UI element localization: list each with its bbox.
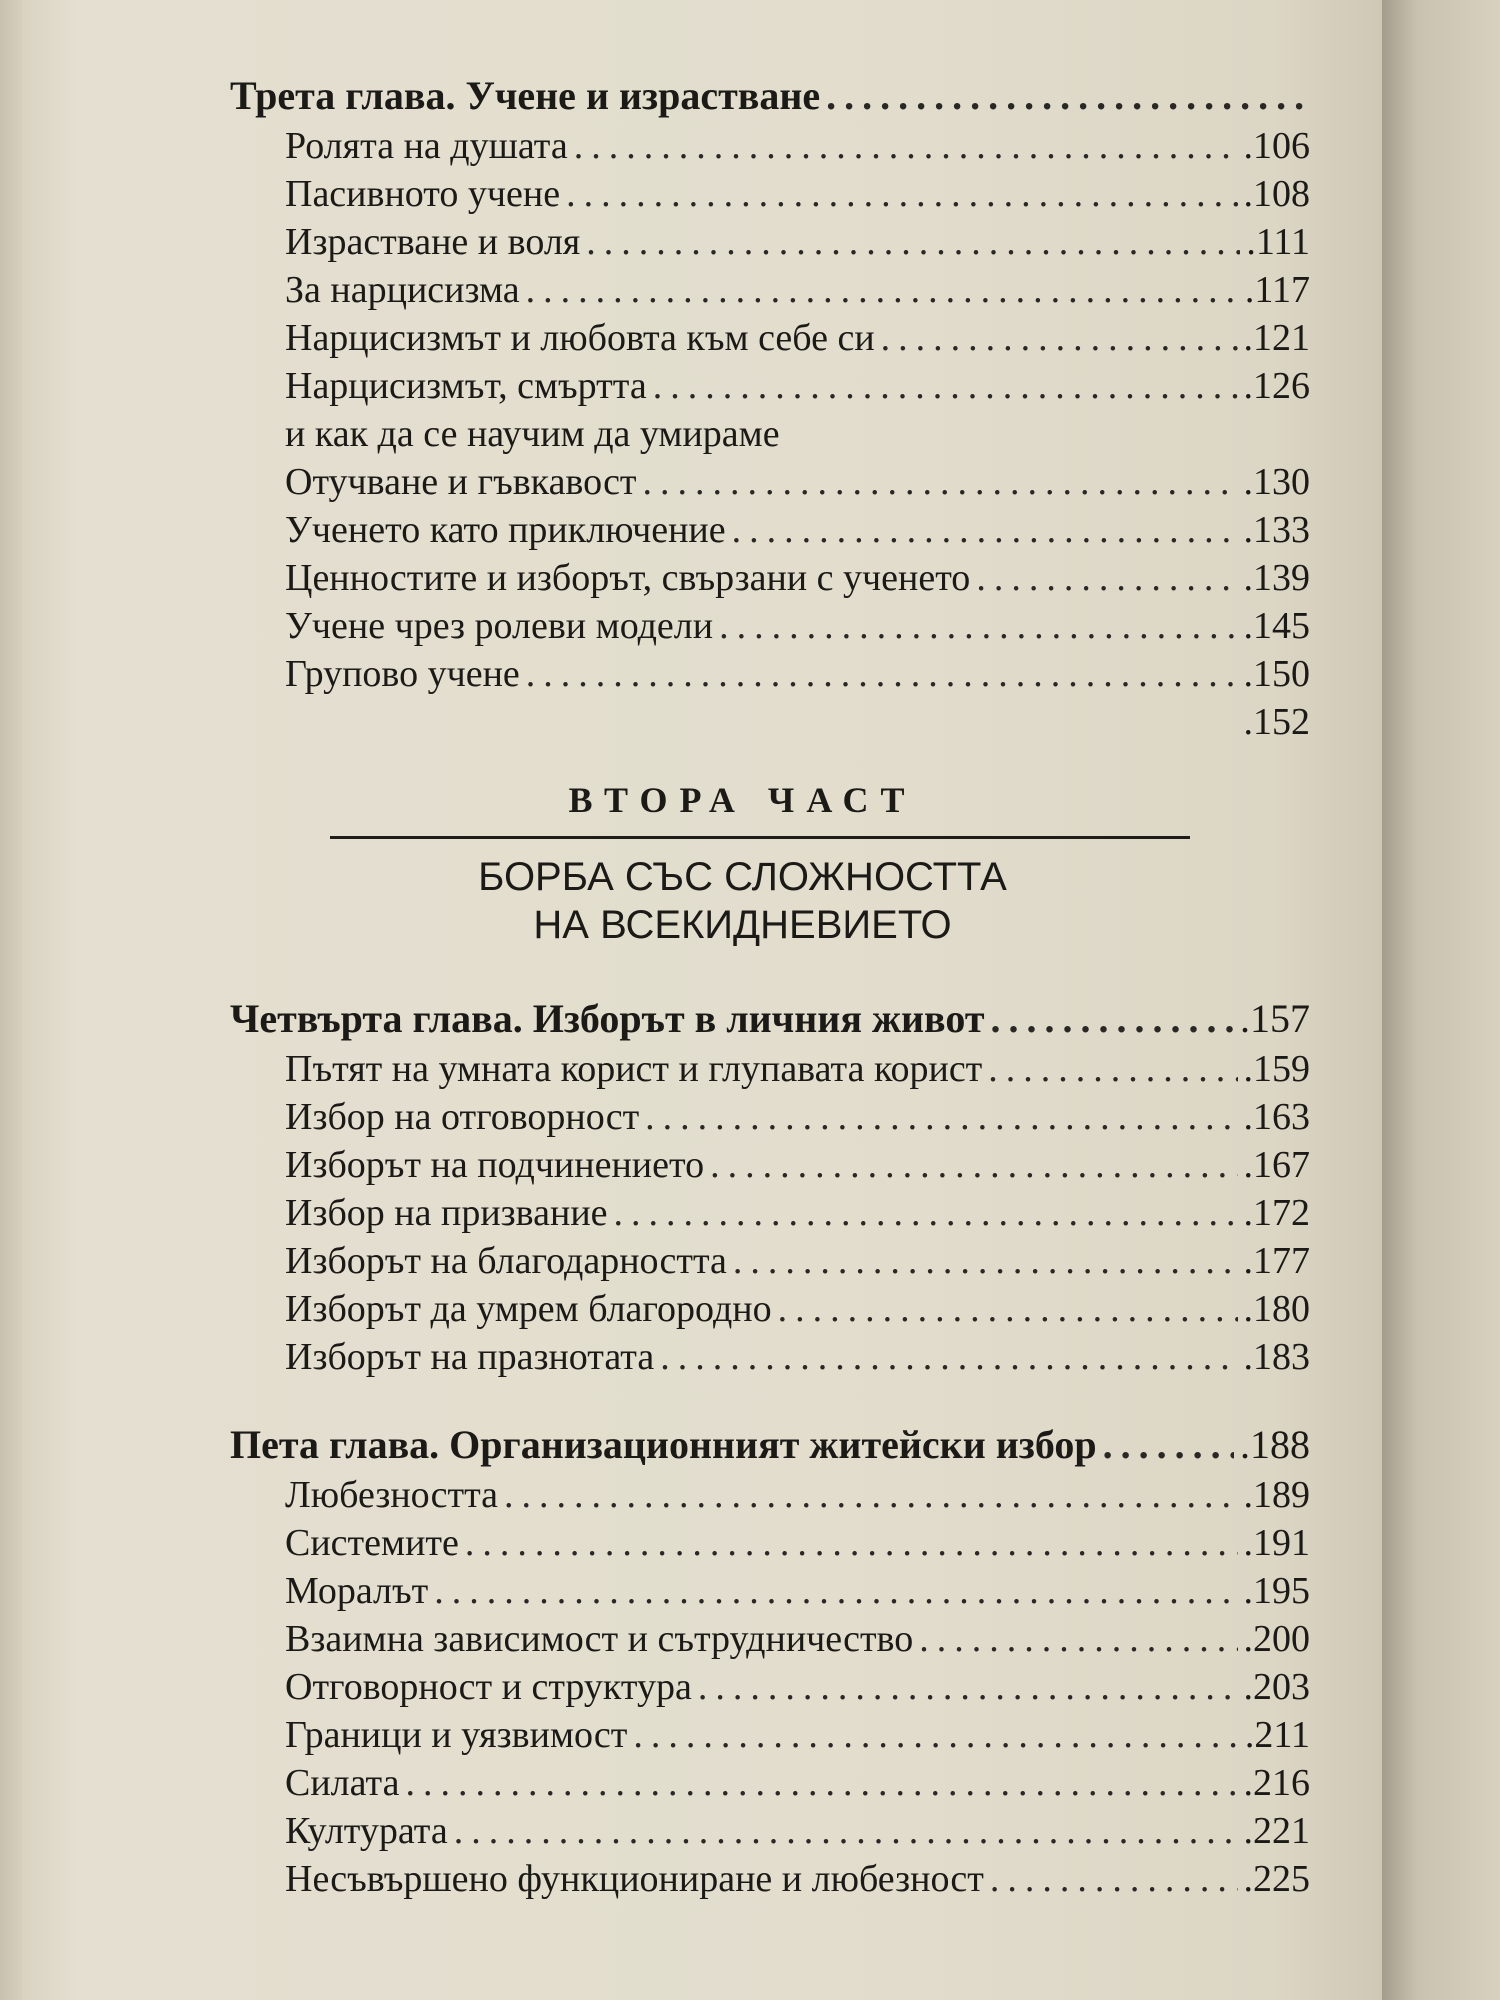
page-number: .188 bbox=[1240, 1422, 1310, 1467]
page-number: .195 bbox=[1243, 1570, 1310, 1612]
toc-entry[interactable] bbox=[235, 1333, 1310, 1381]
page-number: .203 bbox=[1243, 1666, 1310, 1708]
entry-title: Моралът bbox=[285, 1570, 429, 1612]
entry-title: Културата bbox=[285, 1810, 448, 1852]
page-number: .216 bbox=[1243, 1762, 1310, 1804]
entry-title: Избор на отговорност bbox=[285, 1096, 640, 1138]
page-number: .106 bbox=[1243, 125, 1310, 167]
page-number: .211 bbox=[1244, 1714, 1310, 1756]
toc-entry[interactable] bbox=[235, 650, 1310, 698]
leader-dots bbox=[643, 458, 1238, 506]
entry-title: Ученето като приключение bbox=[285, 509, 726, 551]
part-label: ВТОРА ЧАСТ bbox=[568, 780, 917, 820]
leader-dots bbox=[454, 1807, 1238, 1855]
entry-title: Израстване и воля bbox=[285, 221, 581, 263]
toc-entry[interactable] bbox=[235, 1141, 1310, 1189]
leader-dots bbox=[645, 1093, 1237, 1141]
page-number: .221 bbox=[1243, 1810, 1310, 1852]
leader-dots bbox=[526, 266, 1239, 314]
toc-entry-trailing bbox=[235, 698, 1310, 746]
leader-dots bbox=[988, 1045, 1237, 1093]
leader-dots bbox=[633, 1711, 1238, 1759]
toc-entry[interactable] bbox=[235, 506, 1310, 554]
leader-dots bbox=[434, 1567, 1237, 1615]
entry-title: Учене чрез ролеви модели bbox=[285, 605, 714, 647]
leader-dots bbox=[405, 1759, 1237, 1807]
page-number: .189 bbox=[1243, 1474, 1310, 1516]
page-number: .152 bbox=[1243, 701, 1310, 743]
leader-dots bbox=[566, 170, 1237, 218]
leader-dots bbox=[826, 70, 1304, 122]
entry-title: Любезността bbox=[285, 1474, 499, 1516]
table-of-contents bbox=[230, 70, 1310, 1903]
toc-entry[interactable] bbox=[235, 266, 1310, 314]
toc-entry[interactable] bbox=[235, 218, 1310, 266]
toc-entry[interactable] bbox=[235, 1663, 1310, 1711]
entry-title: Силата bbox=[285, 1762, 400, 1804]
chapter-title: Трета глава. Учене и израстване bbox=[230, 73, 821, 118]
toc-entry-continuation[interactable] bbox=[235, 410, 1310, 458]
chapter-heading[interactable] bbox=[230, 993, 1310, 1045]
page-edge bbox=[0, 0, 22, 2000]
leader-dots bbox=[574, 122, 1238, 170]
page-number: .183 bbox=[1243, 1336, 1310, 1378]
leader-dots bbox=[976, 554, 1237, 602]
leader-dots bbox=[881, 314, 1238, 362]
leader-dots bbox=[710, 1141, 1237, 1189]
entry-title: Изборът на празнотата bbox=[285, 1336, 655, 1378]
entry-title: и как да се научим да умираме bbox=[285, 413, 780, 455]
toc-entry[interactable] bbox=[235, 1567, 1310, 1615]
leader-dots bbox=[653, 362, 1238, 410]
toc-entry[interactable] bbox=[235, 554, 1310, 602]
entry-title: Взаимна зависимост и сътрудничество bbox=[285, 1618, 914, 1660]
entry-title: Нарцисизмът, смъртта bbox=[285, 365, 647, 407]
leader-dots bbox=[1103, 1419, 1234, 1471]
toc-entry[interactable] bbox=[235, 1045, 1310, 1093]
entry-title: Групово учене bbox=[285, 653, 520, 695]
entry-title: Нарцисизмът и любовта към себе си bbox=[285, 317, 875, 359]
leader-dots bbox=[660, 1333, 1237, 1381]
toc-entry[interactable] bbox=[235, 1189, 1310, 1237]
toc-entry[interactable] bbox=[235, 1855, 1310, 1903]
entry-title: Граници и уязвимост bbox=[285, 1714, 628, 1756]
leader-dots bbox=[698, 1663, 1238, 1711]
page-number: .167 bbox=[1243, 1144, 1310, 1186]
entry-title: Отучване и гъвкавост bbox=[285, 461, 637, 503]
page-number: .172 bbox=[1243, 1192, 1310, 1234]
entry-title: Ценностите и изборът, свързани с ученето bbox=[285, 557, 971, 599]
chapter-title: Четвърта глава. Изборът в личния живот bbox=[230, 996, 985, 1041]
toc-entry[interactable] bbox=[235, 458, 1310, 506]
leader-dots bbox=[732, 506, 1238, 554]
entry-title: Избор на призвание bbox=[285, 1192, 608, 1234]
leader-dots bbox=[586, 218, 1240, 266]
leader-dots bbox=[719, 602, 1237, 650]
leader-dots bbox=[504, 1471, 1237, 1519]
leader-dots bbox=[614, 1189, 1238, 1237]
entry-title: Изборът на благодарността bbox=[285, 1240, 727, 1282]
page-number: .180 bbox=[1243, 1288, 1310, 1330]
toc-entry[interactable] bbox=[235, 1237, 1310, 1285]
page-number: .133 bbox=[1243, 509, 1310, 551]
toc-entry[interactable] bbox=[235, 1615, 1310, 1663]
page-number: .126 bbox=[1243, 365, 1310, 407]
page-number: .157 bbox=[1240, 996, 1310, 1041]
book-gutter bbox=[1382, 0, 1500, 2000]
page-number: .177 bbox=[1243, 1240, 1310, 1282]
page-number: .225 bbox=[1243, 1858, 1310, 1900]
entry-title: Несъвършено функциониране и любезност bbox=[285, 1858, 984, 1900]
leader-dots bbox=[778, 1285, 1238, 1333]
page-number: .108 bbox=[1243, 173, 1310, 215]
toc-entry[interactable] bbox=[235, 1759, 1310, 1807]
leader-dots bbox=[526, 650, 1238, 698]
page-number: .150 bbox=[1243, 653, 1310, 695]
entry-title: Отговорност и структура bbox=[285, 1666, 692, 1708]
page-number: .139 bbox=[1243, 557, 1310, 599]
entry-title: Изборът да умрем благородно bbox=[285, 1288, 772, 1330]
part-title-line-2: НА ВСЕКИДНЕВИЕТО bbox=[533, 903, 952, 947]
entry-title: Системите bbox=[285, 1522, 459, 1564]
toc-entry[interactable] bbox=[235, 122, 1310, 170]
chapter-title: Пета глава. Организационният житейски избор bbox=[230, 1422, 1097, 1467]
page-number: .111 bbox=[1246, 221, 1310, 263]
page-number: .200 bbox=[1243, 1618, 1310, 1660]
page-number: .159 bbox=[1243, 1048, 1310, 1090]
leader-dots bbox=[465, 1519, 1238, 1567]
toc-entry[interactable] bbox=[235, 1807, 1310, 1855]
toc-entry[interactable] bbox=[235, 362, 1310, 410]
page-number: .117 bbox=[1244, 269, 1310, 311]
toc-entry[interactable] bbox=[235, 170, 1310, 218]
leader-dots bbox=[990, 1855, 1238, 1903]
toc-entry[interactable] bbox=[235, 1519, 1310, 1567]
chapter-heading[interactable] bbox=[230, 1419, 1310, 1471]
entry-title: Изборът на подчинението bbox=[285, 1144, 705, 1186]
chapter-heading[interactable] bbox=[230, 70, 1310, 122]
part-title-line-1: БОРБА СЪС СЛОЖНОСТТА bbox=[478, 855, 1007, 899]
divider-rule bbox=[330, 836, 1190, 839]
entry-title: Ролята на душата bbox=[285, 125, 568, 167]
page-number: .163 bbox=[1243, 1096, 1310, 1138]
toc-entry[interactable] bbox=[235, 1471, 1310, 1519]
page-number: .191 bbox=[1243, 1522, 1310, 1564]
toc-entry[interactable] bbox=[235, 1285, 1310, 1333]
entry-title: Пътят на умната корист и глупавата корист bbox=[285, 1048, 983, 1090]
leader-dots bbox=[990, 993, 1234, 1045]
toc-entry[interactable] bbox=[235, 1711, 1310, 1759]
page-number: .145 bbox=[1243, 605, 1310, 647]
toc-entry[interactable] bbox=[235, 1093, 1310, 1141]
page-number: .121 bbox=[1243, 317, 1310, 359]
leader-dots bbox=[733, 1237, 1238, 1285]
entry-title: За нарцисизма bbox=[285, 269, 520, 311]
leader-dots bbox=[919, 1615, 1237, 1663]
toc-entry[interactable] bbox=[235, 602, 1310, 650]
page-number: .130 bbox=[1243, 461, 1310, 503]
toc-entry[interactable] bbox=[235, 314, 1310, 362]
entry-title: Пасивното учене bbox=[285, 173, 561, 215]
